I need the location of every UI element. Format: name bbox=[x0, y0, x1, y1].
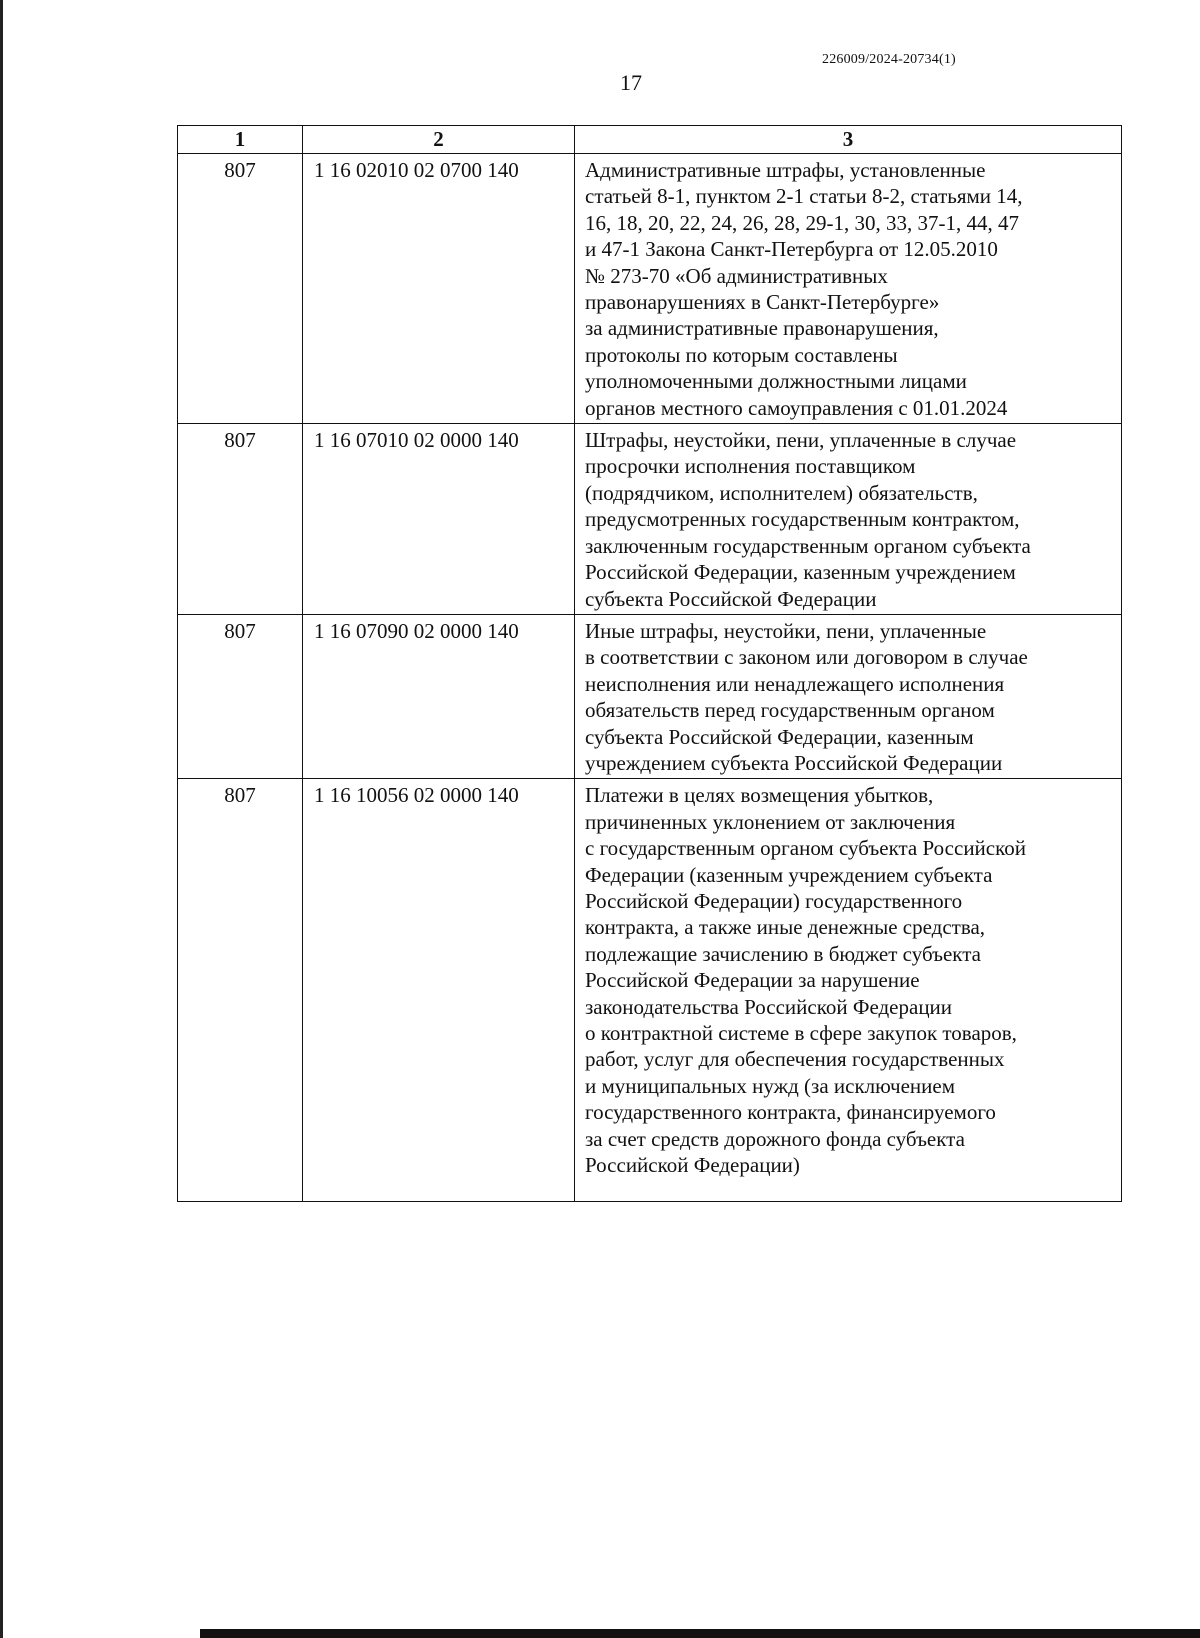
description-line: за счет средств дорожного фонда субъекта bbox=[585, 1126, 965, 1151]
budget-classification-code-cell: 1 16 10056 02 0000 140 bbox=[303, 779, 575, 1202]
table-row bbox=[178, 424, 1122, 615]
description-line: субъекта Российской Федерации, казенным bbox=[585, 724, 974, 749]
column-header-3: 3 bbox=[575, 126, 1122, 154]
description-line: субъекта Российской Федерации bbox=[585, 586, 877, 611]
description-line: о контрактной системе в сфере закупок товаров, bbox=[585, 1021, 1017, 1045]
table-body bbox=[178, 154, 1122, 1202]
admin-code-cell: 807 bbox=[178, 424, 303, 615]
income-description-cell bbox=[575, 779, 1122, 1202]
description-line: уполномоченными должностными лицами bbox=[585, 369, 967, 394]
description-line: Иные штрафы, неустойки, пени, уплаченные bbox=[585, 618, 987, 643]
description-line: причиненных уклонением от заключения bbox=[585, 809, 956, 834]
description-line: Российской Федерации) государственного bbox=[585, 888, 963, 913]
description-line: Федерации (казенным учреждением субъекта bbox=[585, 862, 993, 887]
column-header-2: 2 bbox=[303, 126, 575, 154]
description-line: за административные правонарушения, bbox=[585, 316, 939, 341]
income-description-cell bbox=[575, 424, 1122, 615]
description-line: государственного контракта, финансируемого bbox=[585, 1100, 996, 1125]
admin-code-cell: 807 bbox=[178, 154, 303, 424]
description-line: Российской Федерации, казенным учреждением bbox=[585, 560, 1016, 585]
description-line: законодательства Российской Федерации bbox=[585, 994, 953, 1019]
description-line: Административные штрафы, установленные bbox=[585, 158, 986, 182]
income-description-cell bbox=[575, 154, 1122, 424]
description-line: Российской Федерации за нарушение bbox=[585, 968, 920, 993]
description-line: и 47-1 Закона Санкт-Петербурга от 12.05.2010 bbox=[585, 237, 998, 262]
page-bottom-edge bbox=[200, 1629, 1200, 1638]
description-line: и муниципальных нужд (за исключением bbox=[585, 1073, 955, 1098]
description-line: в соответствии с законом или договором в случае bbox=[585, 645, 1028, 670]
description-line: просрочки исполнения поставщиком bbox=[585, 454, 916, 479]
admin-code-cell: 807 bbox=[178, 614, 303, 778]
description-line: работ, услуг для обеспечения государственных bbox=[585, 1047, 1005, 1072]
budget-codes-table bbox=[177, 125, 1122, 1202]
budget-classification-code-cell: 1 16 07090 02 0000 140 bbox=[303, 614, 575, 778]
description-line: № 273-70 «Об административных bbox=[585, 263, 888, 288]
description-line: контракта, а также иные денежные средства, bbox=[585, 915, 986, 940]
description-line: заключенным государственным органом субъекта bbox=[585, 533, 1031, 558]
description-line: статьей 8-1, пунктом 2-1 статьи 8-2, статьями 14, bbox=[585, 184, 1023, 209]
page-left-edge bbox=[0, 0, 3, 1638]
description-line: неисполнения или ненадлежащего исполнения bbox=[585, 671, 1005, 696]
column-header-1: 1 bbox=[178, 126, 303, 154]
description-line: Платежи в целях возмещения убытков, bbox=[585, 783, 934, 808]
description-line: Штрафы, неустойки, пени, уплаченные в случае bbox=[585, 428, 1017, 453]
budget-classification-code-cell: 1 16 02010 02 0700 140 bbox=[303, 154, 575, 424]
document-number: 226009/2024-20734(1) bbox=[822, 52, 956, 67]
table-row bbox=[178, 779, 1122, 1202]
description-line: 16, 18, 20, 22, 24, 26, 28, 29-1, 30, 33, 37-1, 44, 47 bbox=[585, 210, 1019, 235]
description-line: с государственным органом субъекта Российской bbox=[585, 836, 1026, 861]
page-number: 17 bbox=[620, 70, 642, 95]
description-line: учреждением субъекта Российской Федерации bbox=[585, 750, 1003, 775]
description-line: подлежащие зачислению в бюджет субъекта bbox=[585, 941, 981, 966]
budget-classification-code-cell: 1 16 07010 02 0000 140 bbox=[303, 424, 575, 615]
description-line: Российской Федерации) bbox=[585, 1153, 800, 1178]
description-line: правонарушениях в Санкт-Петербурге» bbox=[585, 290, 940, 315]
table-header-row bbox=[178, 126, 1122, 154]
income-description-cell bbox=[575, 614, 1122, 778]
admin-code-cell: 807 bbox=[178, 779, 303, 1202]
description-line: предусмотренных государственным контрактом, bbox=[585, 507, 1020, 532]
table-row bbox=[178, 614, 1122, 778]
description-line: протоколы по которым составлены bbox=[585, 342, 898, 367]
description-line: органов местного самоуправления с 01.01.2024 bbox=[585, 395, 1008, 420]
table-row bbox=[178, 154, 1122, 424]
description-line: (подрядчиком, исполнителем) обязательств, bbox=[585, 480, 978, 505]
description-line: обязательств перед государственным органом bbox=[585, 698, 995, 723]
